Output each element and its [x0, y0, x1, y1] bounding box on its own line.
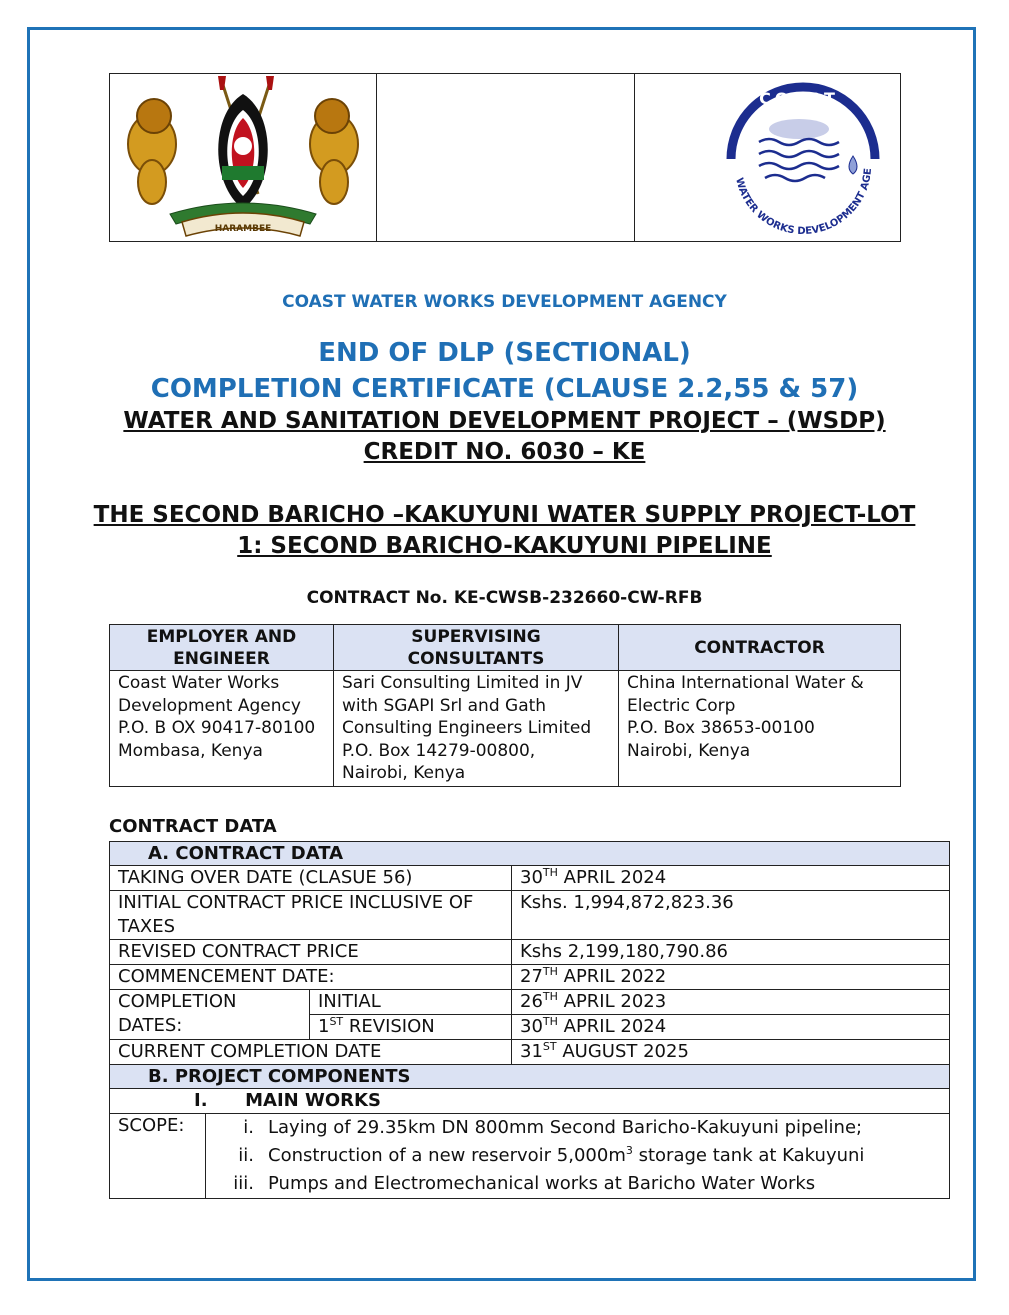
- coat-of-arms-cell: [110, 74, 376, 241]
- motto-text: HARAMBEE: [214, 224, 272, 234]
- revision-date-value: 30TH APRIL 2024: [512, 1015, 950, 1040]
- commencement-label: COMMENCEMENT DATE:: [110, 965, 512, 990]
- scope-items-cell: [206, 1114, 950, 1199]
- kenya-coat-of-arms-logo: [110, 74, 376, 241]
- logo-header-table: [109, 73, 901, 242]
- revision-label: 1ST REVISION: [310, 1015, 512, 1040]
- section-a-header: A. CONTRACT DATA: [110, 842, 950, 866]
- project-title-line-1: THE SECOND BARICHO –KAKUYUNI WATER SUPPLY PROJECT-LOT: [93, 502, 916, 528]
- parties-table: [109, 624, 901, 787]
- title-line-2: COMPLETION CERTIFICATE (CLAUSE 2.2,55 & 57): [150, 374, 859, 404]
- scope-item: ii. Construction of a new reservoir $5,000m^3$ storage tank at Kakuyuni: [238, 1144, 865, 1166]
- header-employer: EMPLOYER AND ENGINEER: [110, 625, 334, 671]
- cwwda-logo: [635, 74, 900, 241]
- header-contractor: CONTRACTOR: [619, 625, 901, 671]
- employer-details: Coast Water Works Development Agency P.O. B OX 90417-80100 Mombasa, Kenya: [110, 671, 334, 787]
- current-completion-label: CURRENT COMPLETION DATE: [110, 1040, 512, 1065]
- contract-data-heading: CONTRACT DATA: [109, 816, 277, 837]
- initial-label: INITIAL: [310, 990, 512, 1015]
- title-line-4: CREDIT NO. 6030 – KE: [363, 439, 646, 465]
- empty-logo-cell: [376, 74, 634, 241]
- initial-price-value: Kshs. 1,994,872,823.36: [512, 891, 950, 940]
- consultant-details: Sari Consulting Limited in JV with SGAPI Srl and Gath Consulting Engineers Limited P.O. Box 14279-00800, Nairobi, Kenya: [334, 671, 619, 787]
- title-line-3: WATER AND SANITATION DEVELOPMENT PROJECT – (WSDP): [123, 408, 886, 434]
- header-consultants: SUPERVISING CONSULTANTS: [334, 625, 619, 671]
- commencement-value: 27TH APRIL 2022: [512, 965, 950, 990]
- revised-price-value: Kshs 2,199,180,790.86: [512, 940, 950, 965]
- initial-date-value: 26TH APRIL 2023: [512, 990, 950, 1015]
- initial-price-label: INITIAL CONTRACT PRICE INCLUSIVE OF TAXES: [110, 891, 512, 940]
- taking-over-label: TAKING OVER DATE (CLASUE 56): [110, 866, 512, 891]
- taking-over-value: 30TH APRIL 2024: [512, 866, 950, 891]
- main-works-header: I. MAIN WORKS: [110, 1089, 950, 1114]
- contract-number: CONTRACT No. KE-CWSB-232660-CW-RFB: [306, 588, 703, 608]
- contractor-details: China International Water & Electric Corp P.O. Box 38653-00100 Nairobi, Kenya: [619, 671, 901, 787]
- scope-label: SCOPE:: [110, 1114, 206, 1199]
- contract-data-table: [109, 841, 950, 1199]
- project-title-line-2: 1: SECOND BARICHO-KAKUYUNI PIPELINE: [237, 533, 772, 559]
- scope-item: iii. Pumps and Electromechanical works at Baricho Water Works: [233, 1173, 816, 1194]
- scope-item: i. Laying of 29.35km DN 800mm Second Baricho-Kakuyuni pipeline;: [243, 1117, 863, 1138]
- revised-price-label: REVISED CONTRACT PRICE: [110, 940, 512, 965]
- agency-name: COAST WATER WORKS DEVELOPMENT AGENCY: [282, 292, 727, 312]
- title-line-1: END OF DLP (SECTIONAL): [318, 338, 691, 368]
- section-b-header: B. PROJECT COMPONENTS: [110, 1065, 950, 1089]
- current-completion-value: 31ST AUGUST 2025: [512, 1040, 950, 1065]
- logo-ring-text: WATER WORKS DEVELOPMENT AGE: [733, 167, 875, 238]
- cwwda-logo-cell: [634, 74, 900, 241]
- scope-list: [206, 1114, 949, 1198]
- completion-dates-label: COMPLETION DATES:: [110, 990, 310, 1040]
- logo-coast-text: COAST: [759, 89, 839, 108]
